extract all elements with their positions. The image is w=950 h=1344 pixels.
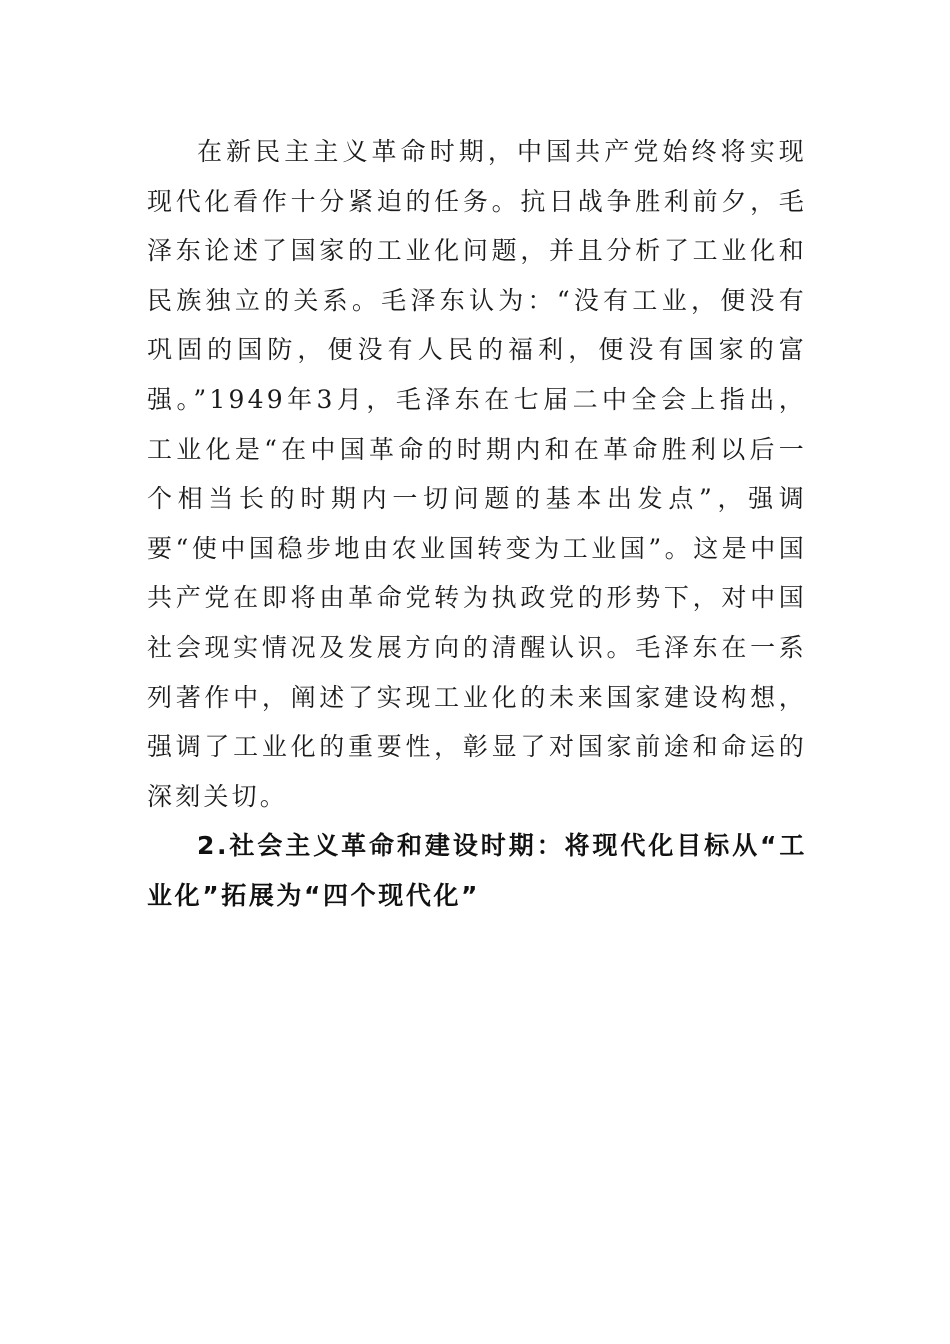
section-heading: 2.社会主义革命和建设时期：将现代化目标从“工业化”拓展为“四个现代化” <box>147 831 807 910</box>
body-paragraph: 在新民主主义革命时期，中国共产党始终将实现现代化看作十分紧迫的任务。抗日战争胜利前夕，毛泽东论述了国家的工业化问题，并且分析了工业化和民族独立的关系。毛泽东认为：“没有工业，便没有巩固的国防，便没有人民的福利，便没有国家的富强。”1949年3月，毛泽东在七届二中全会上指出，工业化是“在中国革命的时期内和在革命胜利以后一个相当长的时期内一切问题的基本出发点”，强调要“使中国稳步地由农业国转变为工业国”。这是中国共产党在即将由革命党转为执政党的形势下，对中国社会现实情况及发展方向的清醒认识。毛泽东在一系列著作中，阐述了实现工业化的未来国家建设构想，强调了工业化的重要性，彰显了对国家前途和命运的深刻关切。 <box>147 137 807 811</box>
document-body <box>147 127 807 921</box>
